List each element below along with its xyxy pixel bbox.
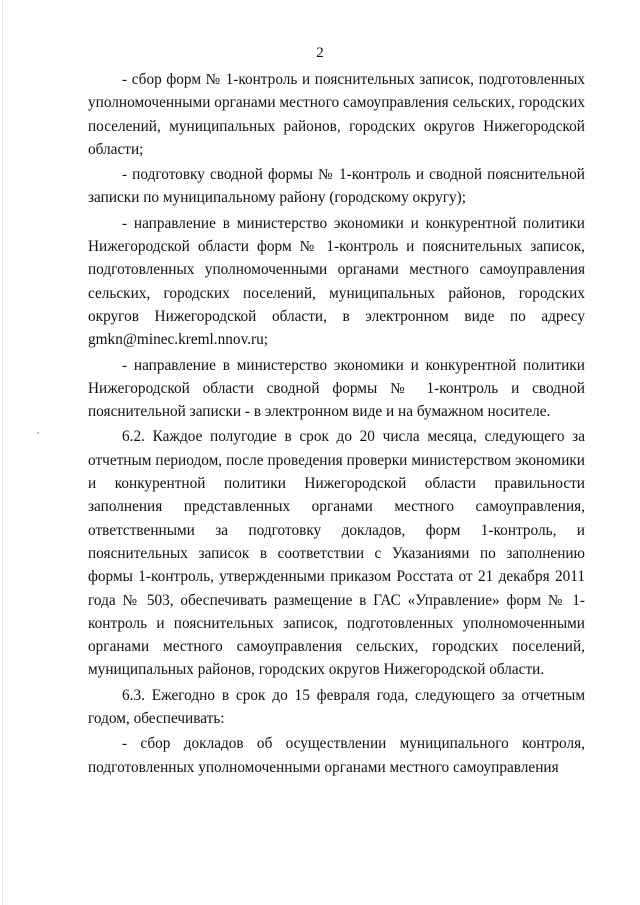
paragraph-6-3: 6.3. Ежегодно в срок до 15 февраля года, следующего за отчетным годом, обеспечивать: bbox=[88, 686, 585, 728]
document-body bbox=[88, 68, 585, 779]
paragraph-6-2: 6.2. Каждое полугодие в срок до 20 числа месяца, следующего за отчетным периодом, после проведения проверки министерством экономики и конкурентной политики Нижегородской области правильности заполнения представленных органами местного самоуправления, ответственными за подготовку докладов, форм 1-контроль, и пояснительных записок в соответствии с Указаниями по заполнению формы 1-контроль, утвержденными приказом Росстата от 21 декабря 2011 года № 503, обеспечивать размещение в ГАС «Управление» форм № 1-контроль и пояснительных записок, подготовленных уполномоченными органами местного самоуправления сельских, городских поселений, муниципальных районов, городских округов Нижегородской области. bbox=[88, 428, 585, 679]
paragraph-prepare-summary: - подготовку сводной формы № 1-контроль и сводной пояснительной записки по муниципальному району (городскому округу); bbox=[88, 166, 585, 207]
paragraph-collect-forms: - сбор форм № 1-контроль и пояснительных записок, подготовленных уполномоченными органами местного самоуправления сельских, городских поселений, муниципальных районов, городских округов Нижегородской области; bbox=[88, 71, 585, 158]
paragraph-send-electronic: - направление в министерство экономики и конкурентной политики Нижегородской области форм № 1-контроль и пояснительных записок, подготовленных уполномоченными органами местного самоуправления сельских, городских поселений, муниципальных районов, городских округов Нижегородской области, в электронном виде по адресу gmkn@minec.kreml.nnov.ru; bbox=[88, 214, 585, 349]
scan-speck bbox=[37, 432, 39, 434]
page-number: 2 bbox=[316, 45, 324, 61]
scan-edge-line bbox=[2, 0, 3, 905]
paragraph-send-summary: - направление в министерство экономики и конкурентной политики Нижегородской области сводной формы № 1-контроль и сводной пояснительной записки - в электронном виде и на бумажном носителе. bbox=[88, 356, 585, 421]
paragraph-collect-reports: - сбор докладов об осуществлении муниципального контроля, подготовленных уполномоченными органами местного самоуправления bbox=[88, 735, 585, 776]
